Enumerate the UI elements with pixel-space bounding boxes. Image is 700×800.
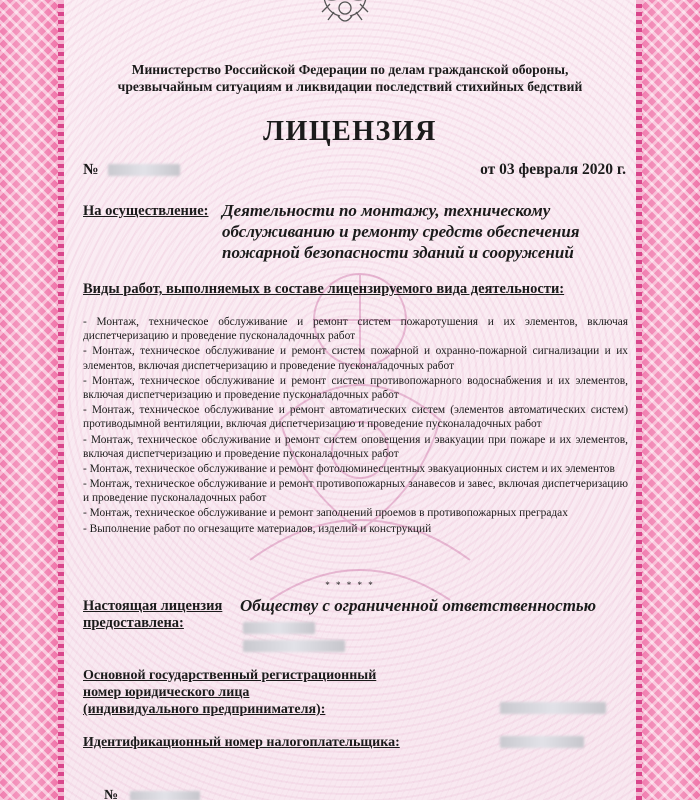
work-item: - Монтаж, техническое обслуживание и ремонт систем пожаротушения и их элементов, включая диспетчеризацию и проведение пусконаладочных работ [83,316,628,343]
ministry-name [80,61,620,95]
work-item: - Выполнение работ по огнезащите материалов, изделий и конструкций [83,522,432,535]
work-item: - Монтаж, техническое обслуживание и ремонт систем оповещения и эвакуации при пожаре и их элементов, включая диспетчеризацию и проведение пусконаладочных работ [83,433,628,460]
activity-text: Деятельности по монтажу, техническому обслуживанию и ремонту средств обеспечения пожарной безопасности зданий и сооружений [222,201,580,262]
license-number-prefix: № [83,161,99,178]
granted-organization-type: Обществу с ограниченной ответственностью [240,596,597,615]
work-item: - Монтаж, техническое обслуживание и ремонт заполнений проемов в противопожарных преградах [83,507,568,520]
granted-label [83,598,222,632]
redacted-inn-value [500,736,584,748]
work-item: - Монтаж, техническое обслуживание и ремонт фотолюминесцентных эвакуационных систем и их элементов [83,462,615,475]
redacted-org-name-line-2 [243,640,345,652]
works-heading: Виды работ, выполняемых в составе лицензируемого вида деятельности: [83,281,565,297]
ministry-line-1: Министерство Российской Федерации по делам гражданской обороны, [131,62,569,77]
section-separator: * * * * * [325,580,375,590]
redacted-license-number [108,164,180,176]
ogrn-label-line-3: (индивидуального предпринимателя): [83,702,326,717]
ogrn-label-line-2: номер юридического лица [83,685,250,700]
license-date: от 03 февраля 2020 г. [480,161,626,178]
ogrn-label [83,667,376,718]
redacted-footer-number [130,791,200,800]
redacted-ogrn-value [500,702,606,714]
coat-of-arms-emblem-icon [310,0,380,30]
work-item: - Монтаж, техническое обслуживание и ремонт систем противопожарного водоснабжения и их элементов, включая диспетчеризацию и проведение пусконаладочных работ [83,374,628,402]
granted-label-line-1: Настоящая лицензия [83,598,223,614]
work-item: - Монтаж, техническое обслуживание и ремонт автоматических систем (элементов автоматических систем) противодымной вентиляции, включая диспетчеризацию и проведение пусконаладочных работ [83,404,628,431]
works-list [83,315,628,537]
inn-label: Идентификационный номер налогоплательщика: [83,735,400,750]
activity-label: На осуществление: [83,203,209,219]
ogrn-label-line-1: Основной государственный регистрационный [83,668,377,683]
work-item: - Монтаж, техническое обслуживание и ремонт систем пожарной и охранно-пожарной сигнализации и их элементов, включая диспетчеризацию и проведение пусконаладочных работ [83,345,628,372]
footer-number-line [104,788,200,800]
license-number-line [83,161,626,179]
work-item: - Монтаж, техническое обслуживание и ремонт противопожарных занавесов и завес, включая диспетчеризацию и проведение пусконаладочных работ [83,478,628,505]
footer-number-prefix: № [104,788,119,800]
document-title: ЛИЦЕНЗИЯ [263,116,437,147]
ministry-line-2: чрезвычайным ситуациям и ликвидации последствий стихийных бедствий [117,79,583,94]
granted-label-line-2: предоставлена: [83,615,184,631]
redacted-org-name-line-1 [243,622,315,634]
